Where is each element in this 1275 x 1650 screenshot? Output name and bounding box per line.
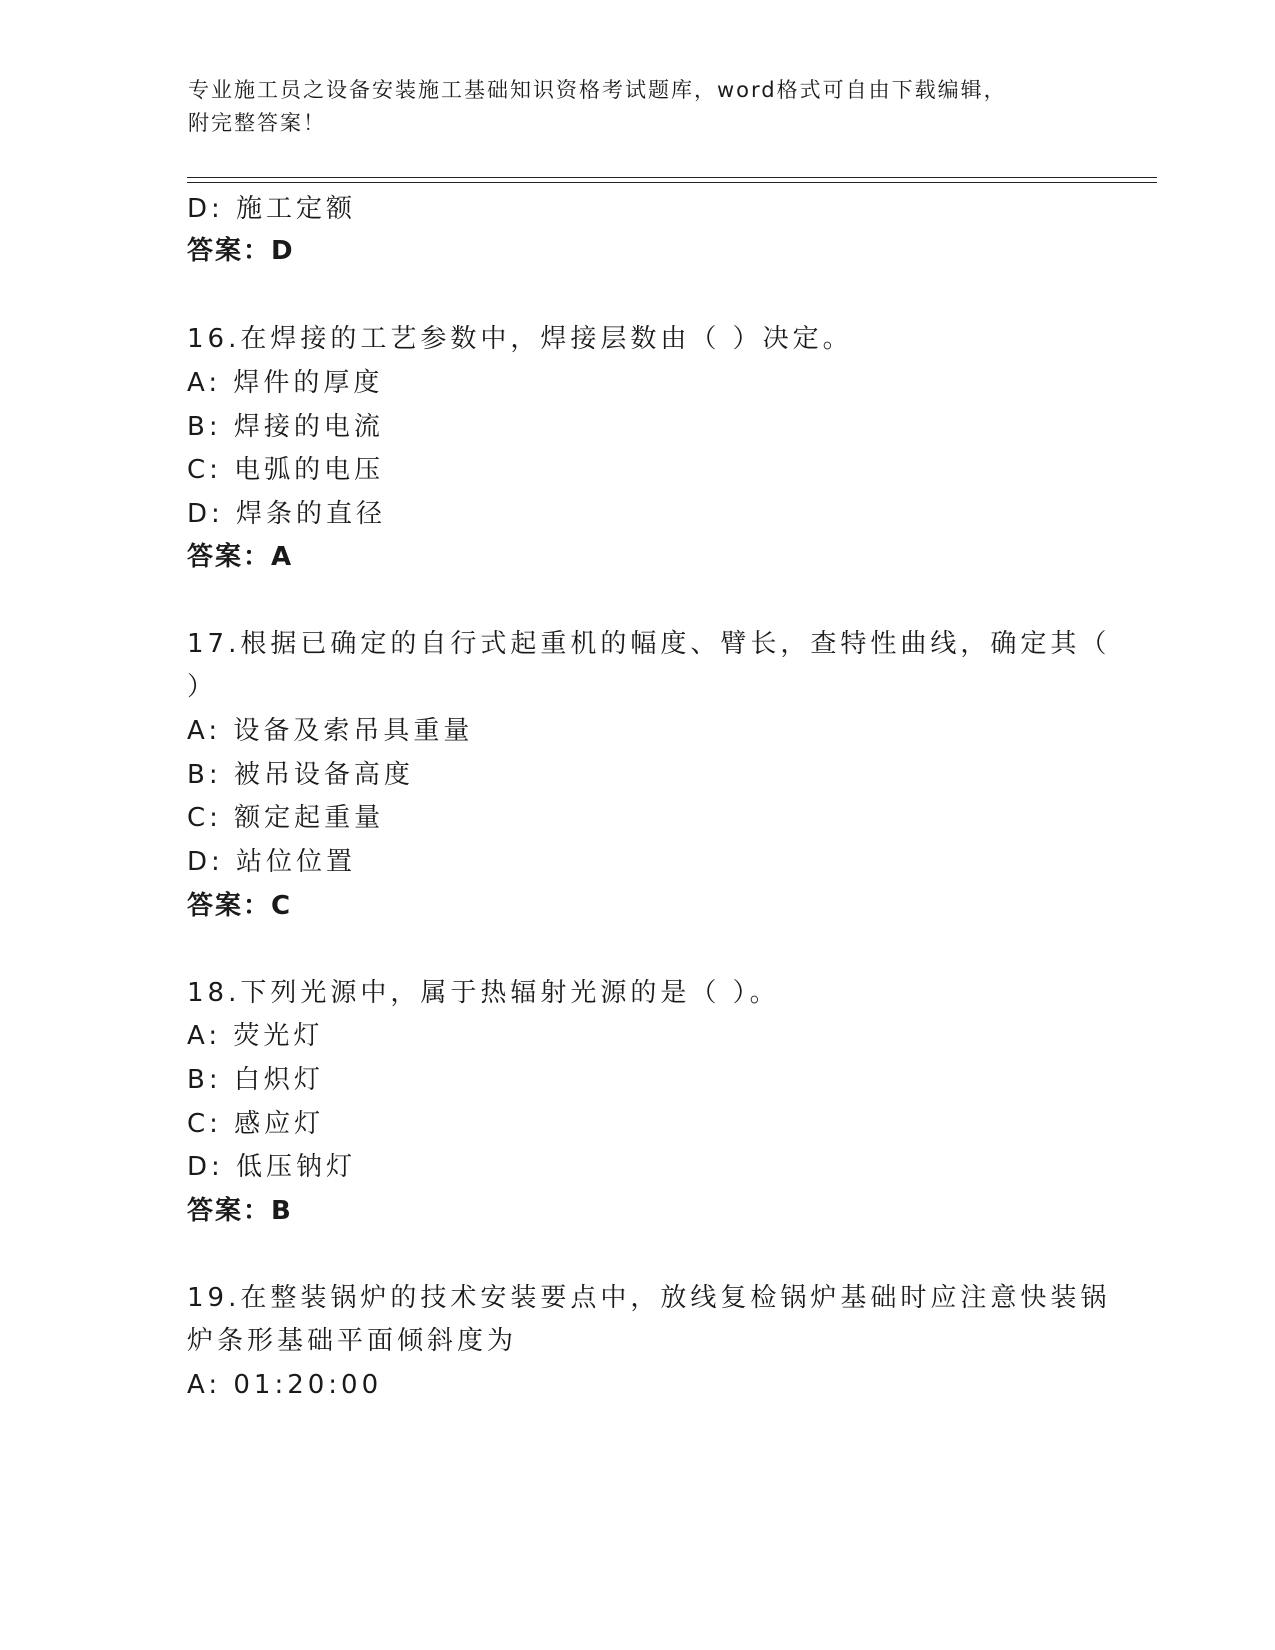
answer-line: 答案：D bbox=[187, 236, 295, 266]
question-18-option-a: A: 荧光灯 bbox=[187, 1021, 324, 1051]
question-17-stem-continued: ） bbox=[187, 672, 218, 702]
question-18-answer: 答案：B bbox=[187, 1196, 293, 1226]
question-17-stem: 17.根据已确定的自行式起重机的幅度、臂长，查特性曲线，确定其（ bbox=[187, 629, 1111, 659]
question-16-answer: 答案：A bbox=[187, 542, 294, 572]
question-19-stem-continued: 炉条形基础平面倾斜度为 bbox=[187, 1326, 518, 1356]
header-divider-bottom bbox=[187, 182, 1157, 183]
question-18-option-d: D: 低压钠灯 bbox=[187, 1152, 357, 1182]
document-header bbox=[188, 74, 1088, 140]
header-line-1: 专业施工员之设备安装施工基础知识资格考试题库，word格式可自由下载编辑， bbox=[188, 78, 1007, 102]
header-divider-top bbox=[187, 177, 1157, 178]
question-16-option-a: A: 焊件的厚度 bbox=[187, 368, 384, 398]
question-19-stem: 19.在整装锅炉的技术安装要点中，放线复检锅炉基础时应注意快装锅 bbox=[187, 1283, 1111, 1313]
question-17-option-d: D: 站位位置 bbox=[187, 847, 357, 877]
header-line-2: 附完整答案！ bbox=[188, 111, 326, 135]
question-17-option-b: B: 被吊设备高度 bbox=[187, 760, 414, 790]
question-17-answer: 答案：C bbox=[187, 891, 293, 921]
question-18-stem: 18.下列光源中，属于热辐射光源的是（ ）。 bbox=[187, 978, 780, 1008]
question-18-option-b: B: 白炽灯 bbox=[187, 1065, 324, 1095]
question-17-option-c: C: 额定起重量 bbox=[187, 803, 385, 833]
option-d: D: 施工定额 bbox=[187, 194, 357, 224]
question-19-option-a: A: 01:20:00 bbox=[187, 1370, 383, 1400]
question-18-option-c: C: 感应灯 bbox=[187, 1109, 325, 1139]
question-16-option-c: C: 电弧的电压 bbox=[187, 455, 385, 485]
question-16-option-d: D: 焊条的直径 bbox=[187, 499, 387, 529]
question-17-option-a: A: 设备及索吊具重量 bbox=[187, 716, 474, 746]
question-16-stem: 16.在焊接的工艺参数中，焊接层数由（ ）决定。 bbox=[187, 324, 853, 354]
question-16-option-b: B: 焊接的电流 bbox=[187, 412, 384, 442]
